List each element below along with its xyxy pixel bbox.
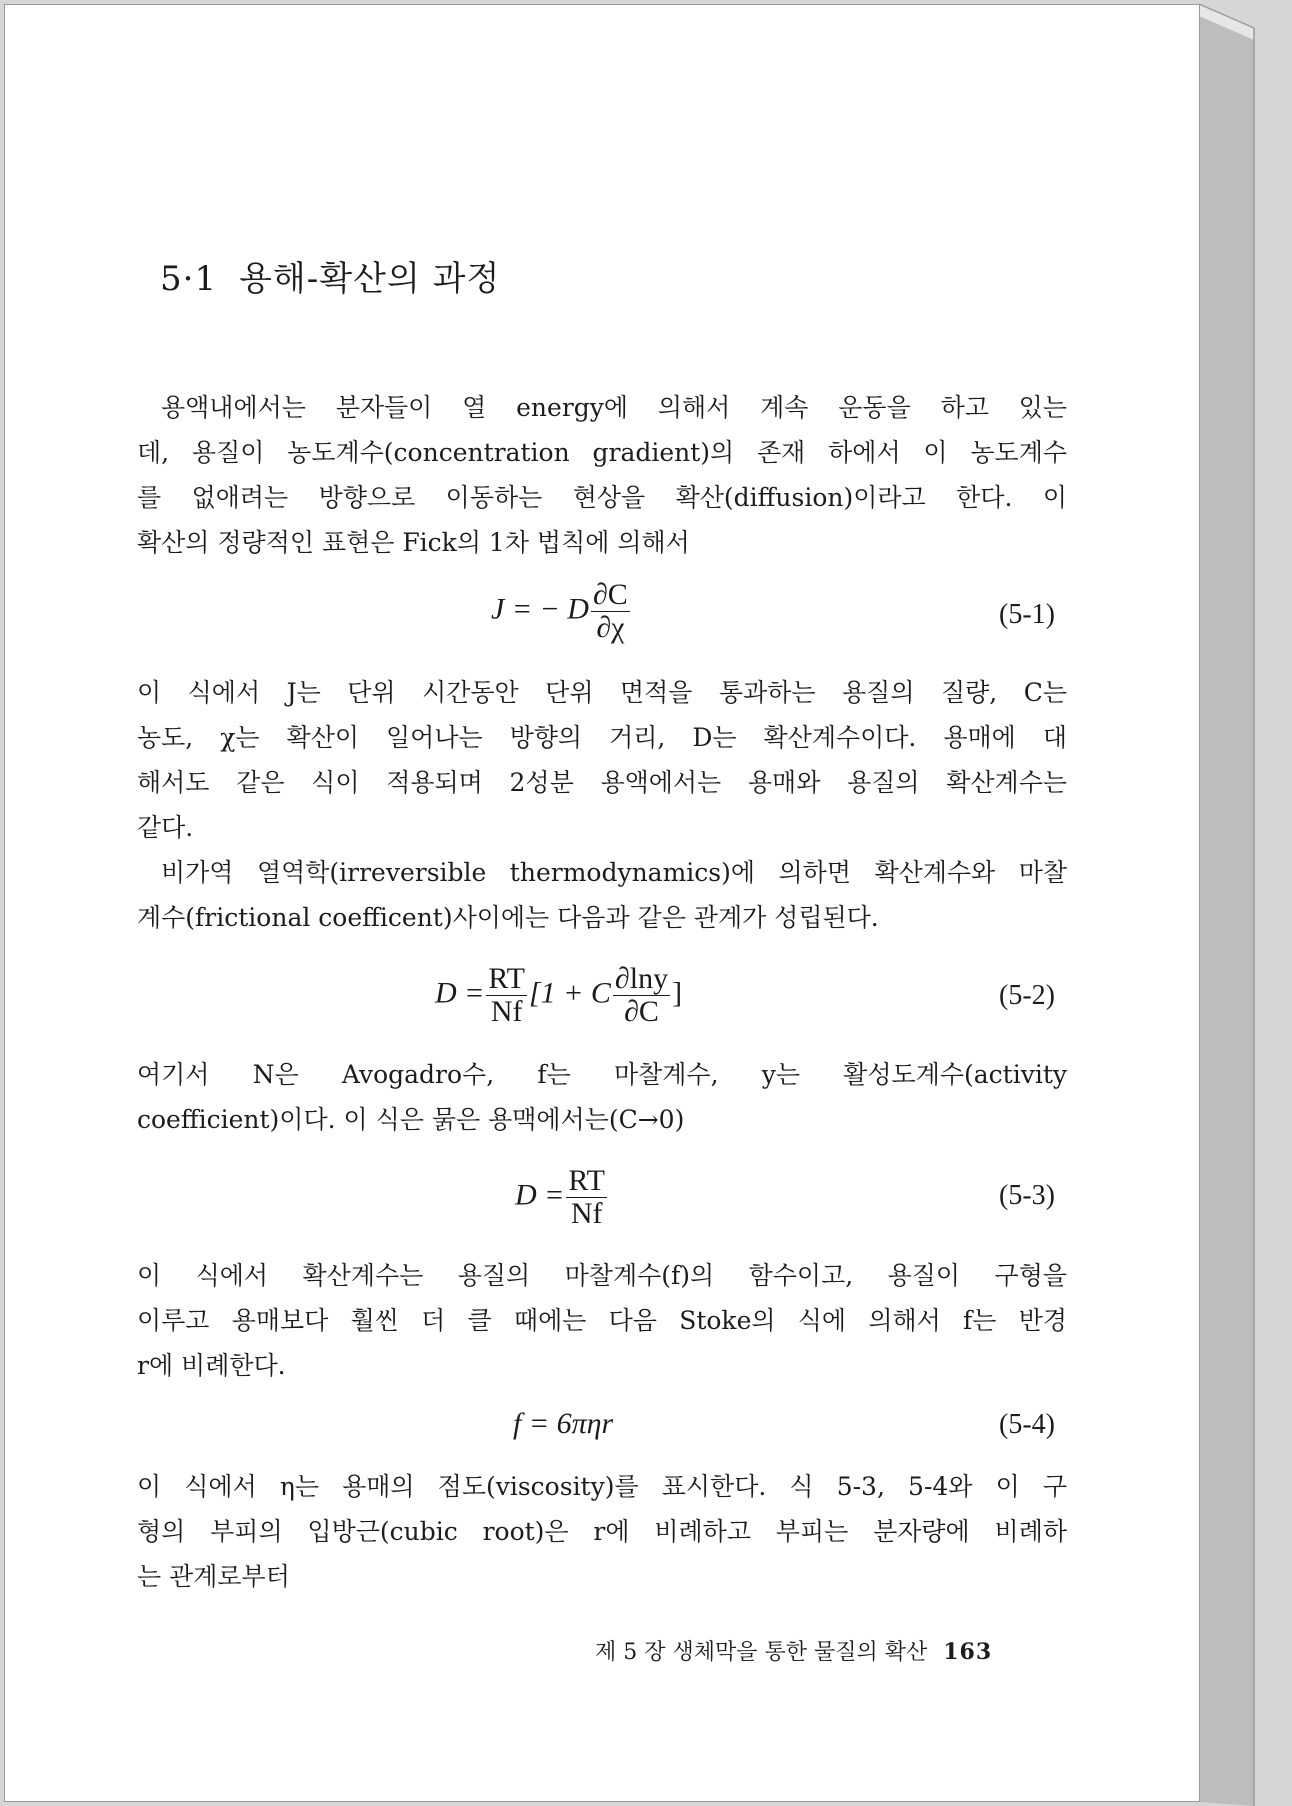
eq-denominator: ∂χ	[596, 611, 625, 644]
equation-number: (5-3)	[999, 1180, 1055, 1211]
equation-5-1	[491, 579, 632, 644]
text-line: 해서도 같은 식이 적용되며 2성분 용액에서는 용매와 용질의 확산계수는	[137, 768, 1067, 797]
fraction	[566, 1165, 607, 1230]
section-heading	[160, 251, 500, 300]
fraction	[591, 579, 630, 644]
text-line: 같다.	[137, 813, 194, 842]
text-line: 이루고 용매보다 훨씬 더 클 때에는 다음 Stoke의 식에 의해서 f는 반경	[137, 1306, 1067, 1335]
paragraph-3	[137, 850, 1067, 940]
eq-lhs: J = − D	[491, 592, 589, 626]
text-line: 를 없애려는 방향으로 이동하는 현상을 확산(diffusion)이라고 한다. 이	[137, 483, 1067, 512]
text-line: 농도, χ는 확산이 일어나는 방향의 거리, D는 확산계수이다. 용매에 대	[137, 723, 1067, 752]
eq-denominator: Nf	[490, 995, 523, 1028]
equation-number: (5-2)	[999, 980, 1055, 1011]
eq-lhs: D =	[435, 976, 485, 1010]
eq-lhs: D =	[515, 1178, 565, 1212]
paragraph-6	[137, 1464, 1067, 1599]
text-line: 계수(frictional coefficent)사이에는 다음과 같은 관계가 성립된다.	[137, 903, 879, 932]
section-number: 5·1	[160, 259, 218, 299]
text-line: 는 관계로부터	[137, 1562, 290, 1591]
text-line: r에 비례한다.	[137, 1351, 286, 1380]
text-line: 이 식에서 J는 단위 시간동안 단위 면적을 통과하는 용질의 질량, C는	[137, 678, 1067, 707]
equation-5-2	[435, 963, 682, 1028]
text-line: 데, 용질이 농도계수(concentration gradient)의 존재 하에서 이 농도계수	[137, 438, 1067, 467]
text-line: 용액내에서는 분자들이 열 energy에 의해서 계속 운동을 하고 있는	[161, 393, 1067, 422]
equation-number: (5-4)	[999, 1409, 1055, 1440]
page-footer	[595, 1635, 992, 1666]
text-line: 확산의 정량적인 표현은 Fick의 1차 법칙에 의해서	[137, 528, 690, 557]
eq-numerator: RT	[488, 962, 525, 995]
equation-number: (5-1)	[999, 599, 1055, 630]
eq-text: f = 6πηr	[513, 1407, 614, 1440]
fraction	[613, 963, 670, 1028]
page-number: 163	[943, 1639, 993, 1665]
eq-numerator: RT	[568, 1164, 605, 1197]
eq-end: ]	[672, 976, 683, 1010]
eq-middle: [1 + C	[528, 976, 611, 1010]
document-page	[4, 4, 1200, 1802]
paragraph-1	[137, 385, 1067, 565]
paragraph-5	[137, 1253, 1067, 1388]
text-line: 이 식에서 확산계수는 용질의 마찰계수(f)의 함수이고, 용질이 구형을	[137, 1261, 1067, 1290]
eq-numerator: ∂C	[592, 578, 628, 611]
eq-denominator: Nf	[570, 1197, 603, 1230]
text-line: 이 식에서 η는 용매의 점도(viscosity)를 표시한다. 식 5-3, 5-4와 이 구	[137, 1472, 1067, 1501]
chapter-title: 제 5 장 생체막을 통한 물질의 확산	[595, 1640, 928, 1665]
text-line: 비가역 열역학(irreversible thermodynamics)에 의하면 확산계수와 마찰	[161, 858, 1067, 887]
equation-5-4	[513, 1407, 613, 1441]
fraction	[486, 963, 527, 1028]
text-line: coefficient)이다. 이 식은 묽은 용맥에서는(C→0)	[137, 1105, 685, 1134]
paragraph-4	[137, 1052, 1067, 1142]
equation-5-3	[515, 1165, 609, 1230]
eq-denominator: ∂C	[624, 995, 659, 1028]
text-line: 형의 부피의 입방근(cubic root)은 r에 비례하고 부피는 분자량에 비례하	[137, 1517, 1067, 1546]
paragraph-2	[137, 670, 1067, 850]
section-title: 용해-확산의 과정	[239, 259, 501, 299]
text-line: 여기서 N은 Avogadro수, f는 마찰계수, y는 활성도계수(activity	[137, 1060, 1067, 1089]
eq-numerator: ∂lny	[614, 962, 669, 995]
